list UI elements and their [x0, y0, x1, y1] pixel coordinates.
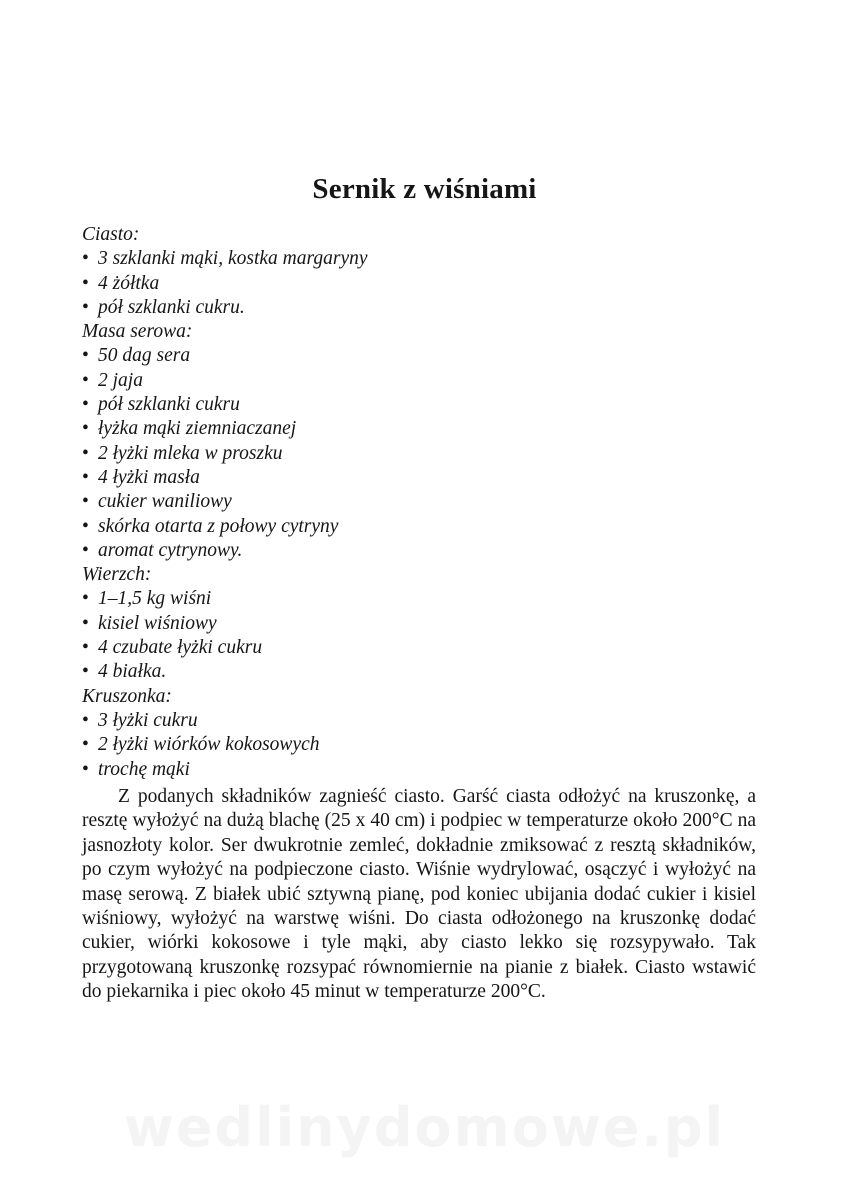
bullet-icon: • [82, 272, 89, 294]
bullet-icon: • [82, 758, 89, 780]
ingredient-text: 4 białka. [98, 661, 167, 683]
bullet-icon: • [82, 661, 89, 683]
bullet-icon: • [82, 637, 89, 659]
ingredient-text: 2 łyżki wiórków kokosowych [98, 734, 320, 756]
recipe-title: Sernik z wiśniami [312, 173, 537, 205]
ingredient-text: pół szklanki cukru [98, 394, 240, 416]
bullet-icon: • [82, 709, 89, 731]
ingredient-item [82, 442, 762, 466]
bullet-icon: • [82, 369, 89, 391]
ingredient-item [82, 369, 762, 393]
ingredient-text: łyżka mąki ziemniaczanej [98, 418, 297, 440]
ingredient-text: 4 czubate łyżki cukru [98, 637, 263, 659]
watermark: wedlinydomowe.pl [123, 1096, 726, 1159]
ingredient-section-heading [82, 685, 762, 709]
ingredient-item [82, 490, 762, 514]
ingredients-list [82, 223, 762, 782]
section-heading-text: Kruszonka: [82, 685, 172, 707]
ingredient-item [82, 539, 762, 563]
ingredient-text: 2 łyżki mleka w proszku [98, 442, 283, 464]
ingredient-item [82, 587, 762, 611]
ingredient-item [82, 466, 762, 490]
ingredient-item [82, 296, 762, 320]
ingredient-text: 3 szklanki mąki, kostka margaryny [98, 248, 368, 270]
ingredient-item [82, 612, 762, 636]
ingredient-text: 2 jaja [98, 369, 143, 391]
ingredient-item [82, 247, 762, 271]
bullet-icon: • [82, 248, 89, 270]
bullet-icon: • [82, 418, 89, 440]
ingredient-item [82, 733, 762, 757]
bullet-icon: • [82, 734, 89, 756]
ingredient-text: 1–1,5 kg wiśni [98, 588, 212, 610]
bullet-icon: • [82, 466, 89, 488]
section-heading-text: Ciasto: [82, 224, 140, 245]
bullet-icon: • [82, 612, 89, 634]
ingredient-text: 3 łyżki cukru [98, 709, 198, 731]
ingredient-item [82, 272, 762, 296]
ingredient-item [82, 636, 762, 660]
ingredient-section-heading [82, 563, 762, 587]
bullet-icon: • [82, 345, 89, 367]
ingredient-text: trochę mąki [98, 758, 190, 780]
ingredient-text: skórka otarta z połowy cytryny [98, 515, 339, 537]
section-heading-text: Masa serowa: [82, 321, 193, 343]
section-heading-text: Wierzch: [82, 564, 152, 586]
ingredient-text: 4 żółtka [98, 272, 160, 294]
ingredient-text: aromat cytrynowy. [98, 539, 243, 561]
ingredient-text: pół szklanki cukru. [98, 296, 245, 318]
bullet-icon: • [82, 491, 89, 513]
bullet-icon: • [82, 539, 89, 561]
ingredient-text: 50 dag sera [98, 345, 191, 367]
ingredient-item [82, 709, 762, 733]
ingredient-text: 4 łyżki masła [98, 466, 200, 488]
bullet-icon: • [82, 588, 89, 610]
ingredient-item [82, 758, 762, 782]
method-paragraph: Z podanych składników zagnieść ciasto. Garść ciasta odłożyć na kruszonkę, a resztę wyłożyć na dużą blachę (25 x 40 cm) i podpiec w temperaturze około 200°C na jasnozłoty kolor. Ser dwukrotnie zemleć, dokładnie zmiksować z resztą składników, po czym wyłożyć na podpieczone ciasto. Wiśnie wydrylować, osączyć i wyłożyć na masę serową. Z białek ubić sztywną pianę, pod koniec ubijania dodać cukier i kisiel wiśniowy, wyłożyć na warstwę wiśni. Do ciasta odłożonego na kruszonkę dodać cukier, wiórki kokosowe i tyle mąki, aby ciasto lekko się rozsypywało. Tak przygotowaną kruszonkę rozsypać równomiernie na pianie z białek. Ciasto wstawić do piekarnika i piec około 45 minut w temperaturze 200°C. [82, 786, 756, 1003]
ingredient-text: kisiel wiśniowy [98, 612, 217, 634]
bullet-icon: • [82, 442, 89, 464]
ingredient-item [82, 344, 762, 368]
ingredient-text: cukier waniliowy [98, 491, 232, 513]
ingredient-item [82, 515, 762, 539]
ingredient-section-heading [82, 223, 762, 247]
ingredient-item [82, 660, 762, 684]
ingredient-section-heading [82, 320, 762, 344]
ingredient-item [82, 417, 762, 441]
bullet-icon: • [82, 394, 89, 416]
ingredient-item [82, 393, 762, 417]
bullet-icon: • [82, 296, 89, 318]
bullet-icon: • [82, 515, 89, 537]
